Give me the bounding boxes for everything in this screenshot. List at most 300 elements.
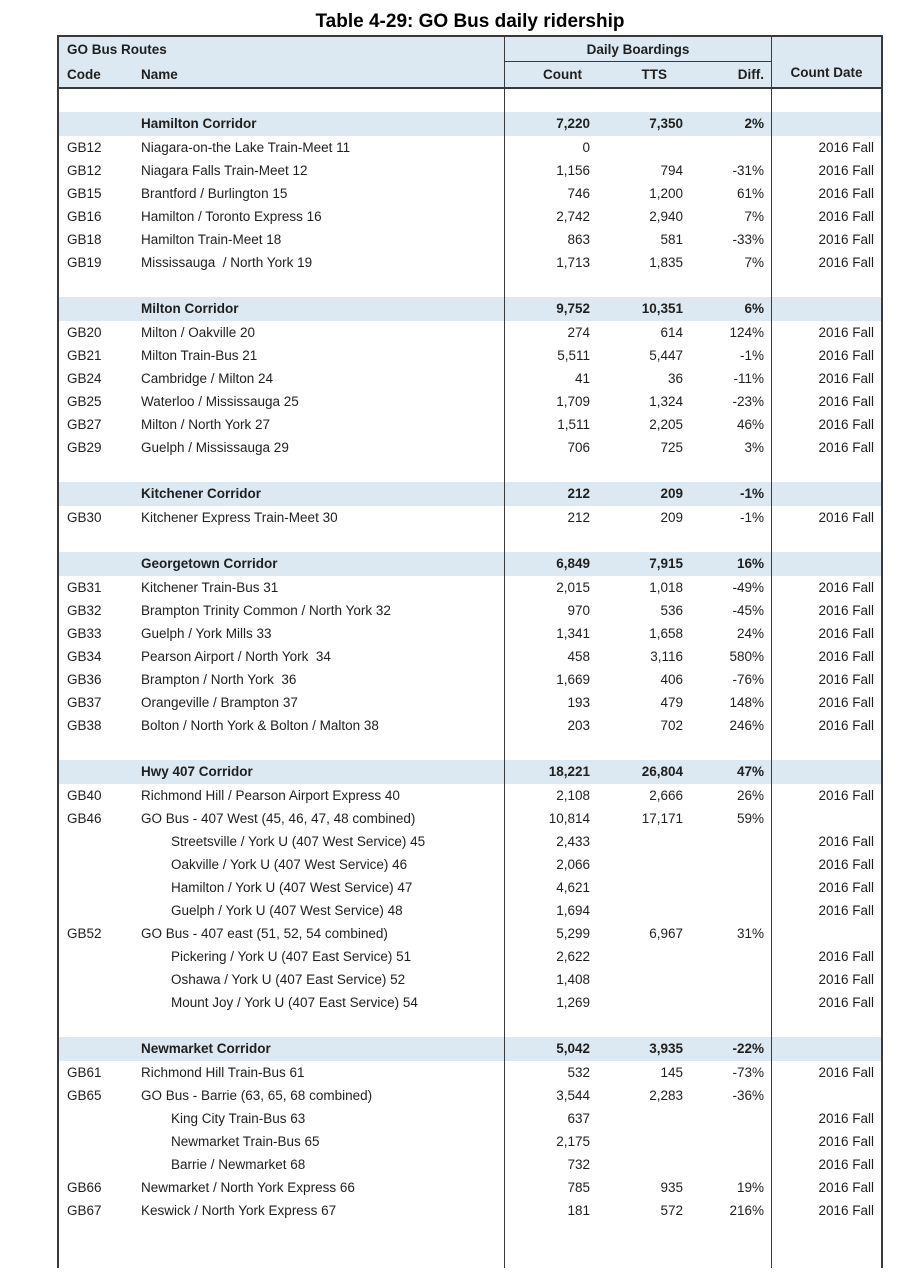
count-value: 10,814 (548, 811, 590, 826)
diff-value (687, 1107, 772, 1130)
count-date-value: 2016 Fall (818, 695, 874, 710)
route-name: Hamilton Train-Meet 18 (138, 228, 505, 251)
route-row (59, 436, 881, 459)
section-diff-value: -22% (687, 1037, 772, 1061)
tts-value: 36 (667, 371, 683, 386)
route-code: GB30 (67, 510, 102, 525)
route-code: GB32 (67, 603, 102, 618)
tts-value (594, 853, 687, 876)
route-name: Newmarket / North York Express 66 (138, 1176, 505, 1199)
route-name: Keswick / North York Express 67 (138, 1199, 505, 1222)
blank-count-cell (505, 1014, 594, 1037)
tts-value: 581 (660, 232, 683, 247)
route-code (59, 1130, 138, 1153)
count-value: 3,544 (556, 1088, 590, 1103)
tts-value: 3,116 (650, 649, 683, 664)
route-name: Milton Train-Bus 21 (138, 344, 505, 367)
blank-name-cell (138, 459, 505, 482)
route-row (59, 1130, 881, 1153)
route-code: GB66 (67, 1180, 102, 1195)
section-tts-value: 26,804 (641, 764, 683, 779)
count-value: 203 (567, 718, 590, 733)
diff-value: -11% (687, 367, 772, 390)
blank-diff-cell (687, 274, 772, 297)
tts-value: 1,658 (649, 626, 683, 641)
tts-value (594, 945, 687, 968)
section-diff-value: 16% (687, 552, 772, 576)
tts-value (594, 1153, 687, 1176)
tts-value: 702 (660, 718, 683, 733)
section-count-value: 212 (567, 486, 590, 501)
count-value: 746 (567, 186, 590, 201)
tts-value (594, 968, 687, 991)
section-tts-value: 7,915 (649, 556, 683, 571)
route-code (59, 945, 138, 968)
count-value: 532 (567, 1065, 590, 1080)
route-name: Richmond Hill / Pearson Airport Express 40 (138, 784, 505, 807)
tts-value: 5,447 (649, 348, 683, 363)
count-value: 1,269 (556, 995, 590, 1010)
diff-value (687, 899, 772, 922)
count-value: 637 (567, 1111, 590, 1126)
count-value: 181 (567, 1203, 590, 1218)
blank-name-cell (138, 274, 505, 297)
route-code: GB31 (67, 580, 102, 595)
route-code: GB12 (67, 163, 102, 178)
route-row (59, 1153, 881, 1176)
count-date-value: 2016 Fall (818, 348, 874, 363)
tts-value (594, 899, 687, 922)
diff-value (687, 1153, 772, 1176)
section-date-cell (772, 1037, 881, 1061)
count-value: 2,015 (556, 580, 590, 595)
blank-row (59, 459, 881, 482)
route-row (59, 205, 881, 228)
section-code-cell (59, 112, 138, 136)
route-row (59, 228, 881, 251)
count-date-value: 2016 Fall (818, 788, 874, 803)
tts-value (594, 1130, 687, 1153)
tts-value (594, 876, 687, 899)
count-date-value: 2016 Fall (818, 163, 874, 178)
count-value: 2,066 (556, 857, 590, 872)
count-value: 4,621 (556, 880, 590, 895)
route-row (59, 876, 881, 899)
tts-value: 1,835 (649, 255, 683, 270)
tts-value: 614 (660, 325, 683, 340)
count-date-value: 2016 Fall (818, 1065, 874, 1080)
count-value: 1,694 (556, 903, 590, 918)
count-date-value: 2016 Fall (818, 972, 874, 987)
route-row (59, 576, 881, 599)
blank-date-cell (772, 1014, 881, 1037)
blank-name-cell (138, 1014, 505, 1037)
count-value: 2,175 (556, 1134, 590, 1149)
route-row (59, 506, 881, 529)
route-name: Mount Joy / York U (407 East Service) 54 (138, 991, 505, 1014)
tts-value: 1,324 (649, 394, 683, 409)
diff-value (687, 945, 772, 968)
section-tts-value: 10,351 (641, 301, 683, 316)
section-title: Georgetown Corridor (138, 552, 505, 576)
header-go-bus-routes: GO Bus Routes (59, 37, 505, 62)
route-code: GB25 (67, 394, 102, 409)
count-date-value: 2016 Fall (818, 417, 874, 432)
blank-diff-cell (687, 89, 772, 112)
route-row (59, 1084, 881, 1107)
count-value: 1,511 (557, 417, 590, 432)
tts-value (594, 1107, 687, 1130)
blank-name-cell (138, 529, 505, 552)
header-code: Code (67, 67, 101, 82)
route-row (59, 344, 881, 367)
route-code: GB18 (67, 232, 102, 247)
count-date-value: 2016 Fall (818, 371, 874, 386)
section-date-cell (772, 482, 881, 506)
section-count-value: 7,220 (556, 116, 590, 131)
section-tts-value: 3,935 (649, 1041, 683, 1056)
header-count: Count (543, 67, 582, 82)
count-date-value: 2016 Fall (818, 140, 874, 155)
blank-date-cell (772, 274, 881, 297)
count-value: 863 (567, 232, 590, 247)
section-row (59, 297, 881, 321)
route-name: Niagara Falls Train-Meet 12 (138, 159, 505, 182)
section-date-cell (772, 760, 881, 784)
blank-count-cell (505, 274, 594, 297)
route-row (59, 390, 881, 413)
tts-value: 794 (660, 163, 683, 178)
route-code: GB36 (67, 672, 102, 687)
section-row (59, 482, 881, 506)
tts-value: 479 (660, 695, 683, 710)
blank-code-cell (59, 459, 138, 482)
route-name: GO Bus - Barrie (63, 65, 68 combined) (138, 1084, 505, 1107)
route-code: GB20 (67, 325, 102, 340)
diff-value (687, 968, 772, 991)
route-code: GB52 (67, 926, 102, 941)
diff-value: 7% (687, 205, 772, 228)
tts-value: 1,018 (649, 580, 683, 595)
count-date-value: 2016 Fall (818, 1134, 874, 1149)
count-date-value (772, 807, 881, 830)
count-value: 1,709 (556, 394, 590, 409)
section-date-cell (772, 112, 881, 136)
route-name: Hamilton / York U (407 West Service) 47 (138, 876, 505, 899)
diff-value: 246% (687, 714, 772, 737)
blank-tts-cell (594, 459, 687, 482)
blank-count-cell (505, 529, 594, 552)
count-date-value: 2016 Fall (818, 995, 874, 1010)
diff-value: -33% (687, 228, 772, 251)
diff-value: 24% (687, 622, 772, 645)
section-date-cell (772, 552, 881, 576)
count-date-value: 2016 Fall (818, 672, 874, 687)
route-row (59, 182, 881, 205)
blank-row (59, 529, 881, 552)
count-value: 458 (567, 649, 590, 664)
route-code (59, 991, 138, 1014)
diff-value: -45% (687, 599, 772, 622)
route-code: GB27 (67, 417, 102, 432)
route-code: GB24 (67, 371, 102, 386)
table-body (59, 89, 881, 1268)
route-row (59, 991, 881, 1014)
route-row (59, 1199, 881, 1222)
blank-date-cell (772, 737, 881, 760)
route-name: Milton / North York 27 (138, 413, 505, 436)
blank-date-cell (772, 1222, 881, 1268)
blank-name-cell (138, 1222, 505, 1268)
blank-count-cell (505, 737, 594, 760)
diff-value: 61% (687, 182, 772, 205)
route-code (59, 1107, 138, 1130)
count-date-value: 2016 Fall (818, 394, 874, 409)
count-date-value: 2016 Fall (818, 440, 874, 455)
count-value: 1,156 (556, 163, 590, 178)
route-code: GB65 (67, 1088, 102, 1103)
header-daily-boardings: Daily Boardings (505, 37, 772, 62)
route-code: GB16 (67, 209, 102, 224)
route-name: Guelph / Mississauga 29 (138, 436, 505, 459)
route-name: Milton / Oakville 20 (138, 321, 505, 344)
section-title: Hamilton Corridor (138, 112, 505, 136)
route-code (59, 853, 138, 876)
count-value: 1,408 (556, 972, 590, 987)
section-title: Hwy 407 Corridor (138, 760, 505, 784)
section-diff-value: -1% (687, 482, 772, 506)
tts-value: 6,967 (649, 926, 683, 941)
route-row (59, 668, 881, 691)
section-count-value: 9,752 (556, 301, 590, 316)
filler-row (59, 1222, 881, 1268)
tts-value: 1,200 (649, 186, 683, 201)
blank-row (59, 274, 881, 297)
count-date-value: 2016 Fall (818, 880, 874, 895)
section-row (59, 112, 881, 136)
count-date-value: 2016 Fall (818, 510, 874, 525)
route-code: GB15 (67, 186, 102, 201)
count-value: 5,299 (556, 926, 590, 941)
diff-value: 148% (687, 691, 772, 714)
route-row (59, 807, 881, 830)
count-value: 2,742 (556, 209, 590, 224)
diff-value: -73% (687, 1061, 772, 1084)
blank-code-cell (59, 89, 138, 112)
route-name: Mississauga / North York 19 (138, 251, 505, 274)
header-count-date: Count Date (790, 65, 863, 80)
count-value: 2,622 (556, 949, 590, 964)
route-row (59, 691, 881, 714)
count-value: 274 (567, 325, 590, 340)
count-date-value: 2016 Fall (818, 186, 874, 201)
count-date-value: 2016 Fall (818, 903, 874, 918)
blank-row (59, 737, 881, 760)
tts-value: 2,940 (649, 209, 683, 224)
diff-value: 26% (687, 784, 772, 807)
section-row (59, 552, 881, 576)
count-date-value (772, 1084, 881, 1107)
route-code: GB67 (67, 1203, 102, 1218)
count-date-value: 2016 Fall (818, 626, 874, 641)
tts-value: 209 (660, 510, 683, 525)
route-name: Guelph / York U (407 West Service) 48 (138, 899, 505, 922)
count-value: 1,341 (556, 626, 590, 641)
count-value: 706 (567, 440, 590, 455)
route-name: Pickering / York U (407 East Service) 51 (138, 945, 505, 968)
route-row (59, 251, 881, 274)
route-row (59, 599, 881, 622)
section-code-cell (59, 1037, 138, 1061)
diff-value: -1% (687, 506, 772, 529)
route-name: Niagara-on-the Lake Train-Meet 11 (138, 136, 505, 159)
route-code: GB12 (67, 140, 102, 155)
section-count-value: 18,221 (548, 764, 590, 779)
count-date-value: 2016 Fall (818, 1157, 874, 1172)
blank-tts-cell (594, 529, 687, 552)
route-name: Richmond Hill Train-Bus 61 (138, 1061, 505, 1084)
section-title: Kitchener Corridor (138, 482, 505, 506)
route-name: Kitchener Express Train-Meet 30 (138, 506, 505, 529)
route-name: Streetsville / York U (407 West Service) 45 (138, 830, 505, 853)
diff-value: -76% (687, 668, 772, 691)
diff-value: 124% (687, 321, 772, 344)
count-value: 0 (582, 140, 590, 155)
tts-value (594, 991, 687, 1014)
blank-tts-cell (594, 274, 687, 297)
tts-value: 2,666 (649, 788, 683, 803)
route-code (59, 876, 138, 899)
blank-code-cell (59, 1222, 138, 1268)
tts-value: 935 (660, 1180, 683, 1195)
count-date-value: 2016 Fall (818, 949, 874, 964)
route-code: GB37 (67, 695, 102, 710)
count-date-value: 2016 Fall (818, 255, 874, 270)
count-date-value: 2016 Fall (818, 718, 874, 733)
route-row (59, 645, 881, 668)
route-name: Brantford / Burlington 15 (138, 182, 505, 205)
diff-value: -31% (687, 159, 772, 182)
diff-value: 7% (687, 251, 772, 274)
route-row (59, 367, 881, 390)
count-date-value (772, 922, 881, 945)
count-value: 785 (567, 1180, 590, 1195)
count-date-value: 2016 Fall (818, 834, 874, 849)
count-value: 2,433 (556, 834, 590, 849)
route-row (59, 136, 881, 159)
tts-value: 2,205 (649, 417, 683, 432)
route-row (59, 714, 881, 737)
tts-value: 17,171 (641, 811, 683, 826)
section-date-cell (772, 297, 881, 321)
route-name: GO Bus - 407 east (51, 52, 54 combined) (138, 922, 505, 945)
section-code-cell (59, 552, 138, 576)
blank-code-cell (59, 529, 138, 552)
count-date-value: 2016 Fall (818, 1203, 874, 1218)
count-date-value: 2016 Fall (818, 1180, 874, 1195)
blank-tts-cell (594, 89, 687, 112)
count-value: 970 (567, 603, 590, 618)
route-name: Oakville / York U (407 West Service) 46 (138, 853, 505, 876)
blank-tts-cell (594, 1222, 687, 1268)
diff-value: -23% (687, 390, 772, 413)
count-date-value: 2016 Fall (818, 232, 874, 247)
route-name: Oshawa / York U (407 East Service) 52 (138, 968, 505, 991)
diff-value: -49% (687, 576, 772, 599)
section-code-cell (59, 760, 138, 784)
route-code (59, 1153, 138, 1176)
route-code: GB40 (67, 788, 102, 803)
section-tts-value: 7,350 (649, 116, 683, 131)
count-date-value: 2016 Fall (818, 209, 874, 224)
diff-value (687, 853, 772, 876)
tts-value: 536 (660, 603, 683, 618)
route-name: Orangeville / Brampton 37 (138, 691, 505, 714)
diff-value: 59% (687, 807, 772, 830)
blank-diff-cell (687, 529, 772, 552)
route-name: Cambridge / Milton 24 (138, 367, 505, 390)
diff-value: 216% (687, 1199, 772, 1222)
route-row (59, 830, 881, 853)
count-date-value: 2016 Fall (818, 649, 874, 664)
count-value: 212 (567, 510, 590, 525)
route-row (59, 622, 881, 645)
count-date-value: 2016 Fall (818, 325, 874, 340)
section-diff-value: 2% (687, 112, 772, 136)
blank-tts-cell (594, 737, 687, 760)
tts-value: 725 (660, 440, 683, 455)
tts-value: 145 (660, 1065, 683, 1080)
diff-value: 19% (687, 1176, 772, 1199)
blank-row (59, 1014, 881, 1037)
route-row (59, 413, 881, 436)
table-header (59, 37, 881, 89)
blank-date-cell (772, 529, 881, 552)
blank-code-cell (59, 737, 138, 760)
section-title: Milton Corridor (138, 297, 505, 321)
blank-count-cell (505, 1222, 594, 1268)
route-name: Newmarket Train-Bus 65 (138, 1130, 505, 1153)
route-row (59, 899, 881, 922)
route-code: GB34 (67, 649, 102, 664)
route-name: Guelph / York Mills 33 (138, 622, 505, 645)
header-diff: Diff. (687, 62, 772, 87)
blank-code-cell (59, 1014, 138, 1037)
route-code (59, 899, 138, 922)
diff-value: -1% (687, 344, 772, 367)
route-name: King City Train-Bus 63 (138, 1107, 505, 1130)
section-tts-value: 209 (660, 486, 683, 501)
route-row (59, 1176, 881, 1199)
route-name: Barrie / Newmarket 68 (138, 1153, 505, 1176)
tts-value (594, 136, 687, 159)
diff-value (687, 991, 772, 1014)
route-code: GB38 (67, 718, 102, 733)
diff-value: 580% (687, 645, 772, 668)
header-name: Name (138, 62, 505, 87)
blank-tts-cell (594, 1014, 687, 1037)
route-name: Hamilton / Toronto Express 16 (138, 205, 505, 228)
count-value: 732 (567, 1157, 590, 1172)
count-value: 41 (574, 371, 590, 386)
route-code: GB29 (67, 440, 102, 455)
route-name: Bolton / North York & Bolton / Malton 38 (138, 714, 505, 737)
route-code (59, 830, 138, 853)
blank-name-cell (138, 89, 505, 112)
blank-diff-cell (687, 1014, 772, 1037)
count-value: 1,669 (556, 672, 590, 687)
route-name: Waterloo / Mississauga 25 (138, 390, 505, 413)
